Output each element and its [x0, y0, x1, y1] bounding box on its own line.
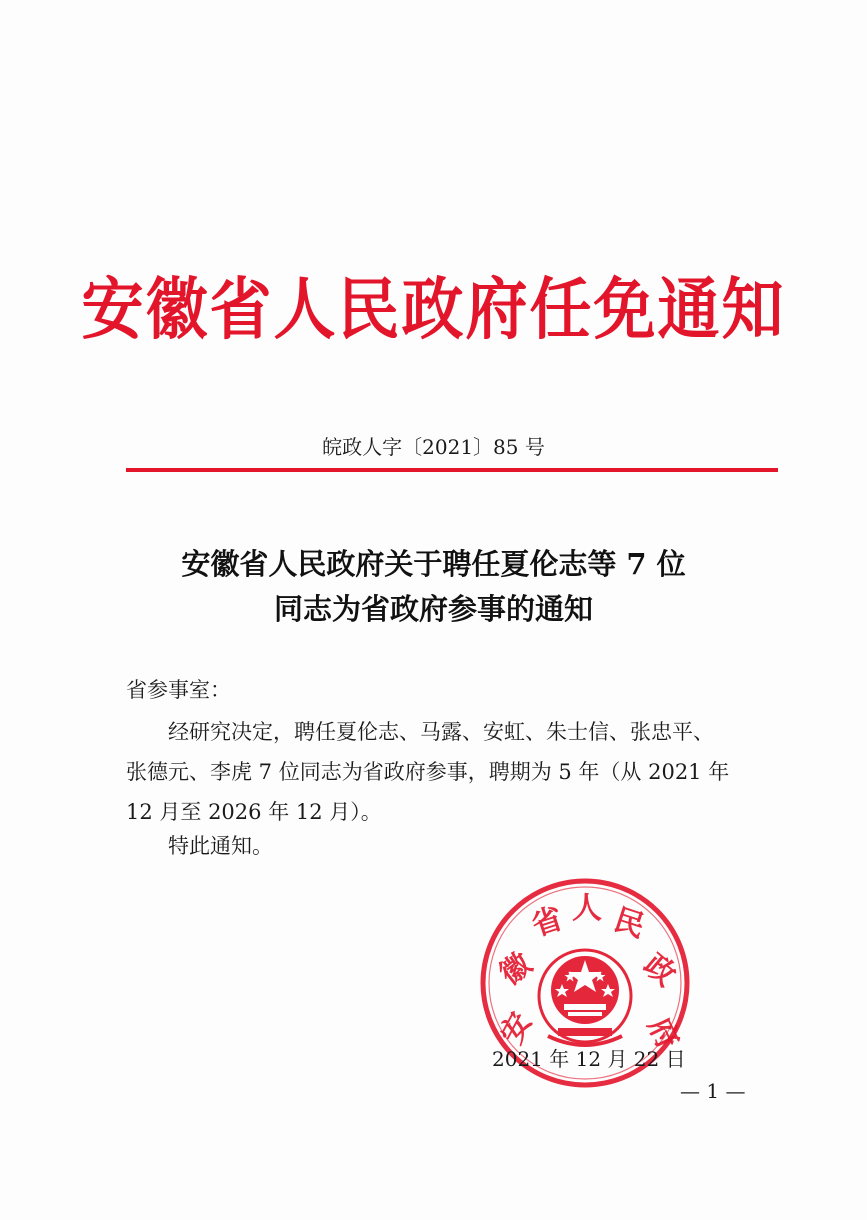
- notice-title: [0, 542, 867, 632]
- notice-title-line-2: 同志为省政府参事的通知: [273, 592, 593, 626]
- svg-text:民: 民: [609, 902, 649, 945]
- svg-text:人: 人: [572, 891, 602, 926]
- svg-text:徽: 徽: [493, 946, 539, 993]
- body-paragraph: [126, 712, 781, 832]
- salutation: 省参事室：: [126, 678, 231, 702]
- body-line-2: 张德元、李虎 7 位同志为省政府参事，聘期为 5 年（从 2021 年: [126, 760, 730, 784]
- issue-date: 2021 年 12 月 22 日: [492, 1047, 686, 1071]
- red-divider-line: [126, 468, 778, 472]
- svg-text:府: 府: [640, 1012, 686, 1055]
- masthead-title: 安徽省人民政府任免通知: [81, 270, 786, 349]
- closing-remark: 特此通知。: [168, 834, 273, 858]
- svg-text:省: 省: [527, 901, 568, 944]
- svg-text:安: 安: [494, 1006, 540, 1050]
- body-line-3: 12 月至 2026 年 12 月）。: [126, 800, 382, 824]
- notice-title-line-1: 安徽省人民政府关于聘任夏伦志等 7 位: [181, 547, 686, 581]
- svg-text:政: 政: [636, 947, 683, 994]
- body-line-1: 经研究决定，聘任夏伦志、马露、安虹、朱士信、张忠平、: [168, 720, 714, 744]
- page-number: — 1 —: [680, 1079, 746, 1103]
- document-number: 皖政人字〔2021〕85 号: [322, 435, 545, 459]
